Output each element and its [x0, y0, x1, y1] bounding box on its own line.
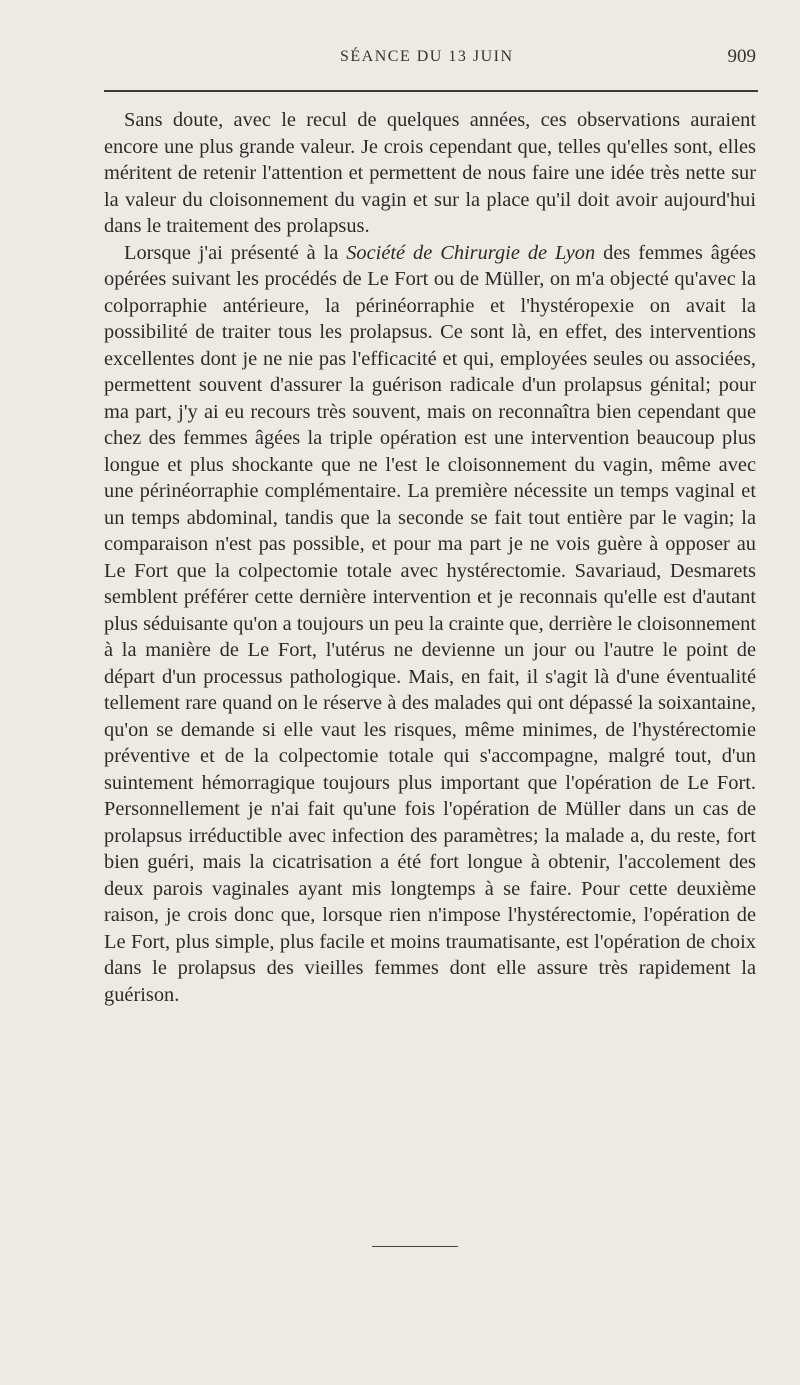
- page-header: [104, 48, 756, 72]
- paragraph-2-body: des femmes âgées opérées suivant les procédés de Le Fort ou de Müller, on m'a objecté qu'avec la colporraphie antérieure, la périnéorraphie et l'hystéropexie on avait la possibilité de traiter tous les prolapsus. Ce sont là, en effet, des interventions excellentes dont je ne nie pas l'efficacité et qui, employées seules ou associées, permettent souvent d'assurer la guérison radicale d'un prolapsus génital; pour ma part, j'y ai eu recours très souvent, mais on reconnaîtra bien cependant que chez des femmes âgées la triple opération est une intervention beaucoup plus longue et plus shockante que ne l'est le cloisonnement du vagin, même avec une périnéorraphie complémentaire. La première nécessite un temps vaginal et un temps abdominal, tandis que la seconde se fait tout entière par le vagin; la comparaison n'est pas possible, et pour ma part je ne vois guère à opposer au Le Fort que la colpectomie totale avec hystérectomie. Savariaud, Desmarets semblent préférer cette dernière intervention et je reconnais qu'elle est d'autant plus séduisante qu'on a toujours un peu la crainte que, derrière le cloisonnement à la manière de Le Fort, l'utérus ne devienne un jour ou l'autre le point de départ d'un processus pathologique. Mais, en fait, il s'agit là d'une éventualité tellement rare quand on le réserve à des malades qui ont dépassé la soixantaine, qu'on se demande si elle vaut les risques, même minimes, de l'hystérectomie préventive et de la colpectomie totale qui s'accompagne, malgré tout, d'un suintement hémorragique toujours plus important que l'opération de Le Fort. Personnellement je n'ai fait qu'une fois l'opération de Müller dans un cas de prolapsus irréductible avec infection des paramètres; la malade a, du reste, fort bien guéri, mais la cicatrisation a été fort longue à obtenir, l'accolement des deux parois vaginales ayant mis longtemps à se faire. Pour cette deuxième raison, je crois donc que, lorsque rien n'impose l'hystérectomie, l'opération de Le Fort, plus simple, plus facile et moins traumatisante, est l'opération de choix dans le prolapsus des vieilles femmes dont elle assure très rapidement la guérison.: [104, 241, 757, 1006]
- header-rule: [104, 90, 758, 92]
- running-title: SÉANCE DU 13 JUIN: [340, 48, 514, 65]
- paragraph-2: [104, 240, 756, 1009]
- paragraph-2-lead: Lorsque j'ai présenté à la: [124, 241, 347, 264]
- end-rule: [372, 1246, 458, 1247]
- paragraph-1: Sans doute, avec le recul de quelques années, ces observations auraient encore une plus grande valeur. Je crois cependant que, telles qu'elles sont, elles méritent de retenir l'attention et permettent de nous faire une idée très nette sur la valeur du cloisonnement du vagin et sur la place qu'il doit avoir aujourd'hui dans le traitement des prolapsus.: [104, 109, 756, 237]
- body-text: [104, 107, 756, 1008]
- society-name: Société de Chirurgie de Lyon: [346, 241, 596, 264]
- page-number: 909: [727, 46, 756, 67]
